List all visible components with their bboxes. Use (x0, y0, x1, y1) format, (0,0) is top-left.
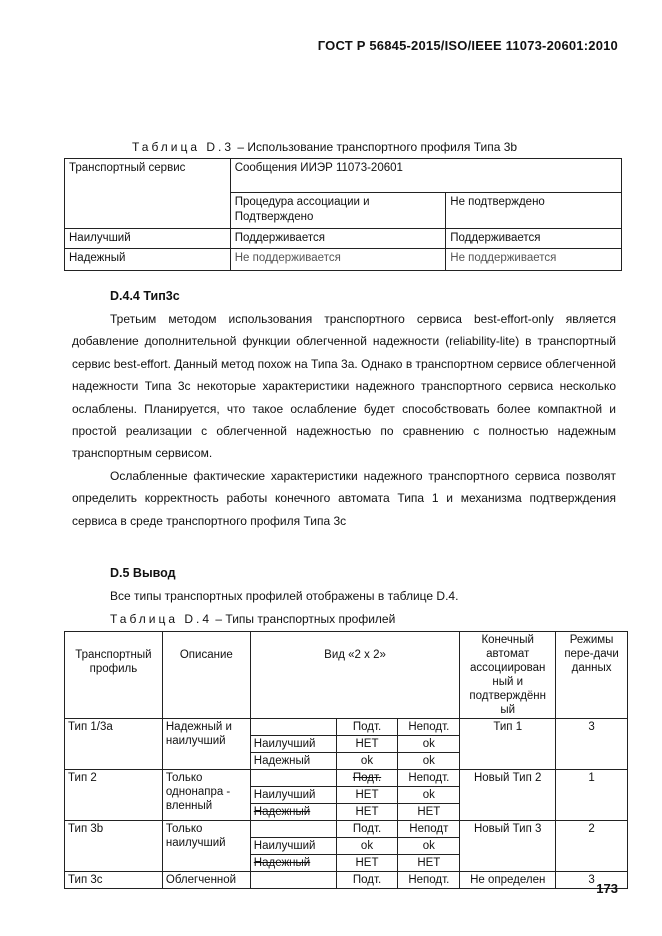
table-d4-cell: ok (336, 838, 398, 855)
table-d3-messages: Сообщения ИИЭР 11073-20601 (230, 159, 621, 193)
document-header: ГОСТ Р 56845-2015/ISO/IEEE 11073-20601:2010 (317, 38, 618, 53)
table-d4-fsm: Тип 1 (460, 719, 556, 770)
section-d44-paragraph-1: Третьим методом использования транспортного сервиса best-effort-only является добавление дополнительной функции облегченной надежности (reliability-lite) в транспортный сервис best-effort. Данный метод похож на Типа 3a. Однако в транспортном сервисе облегченной надежности Типа 3с некоторые характеристики надежного транспортного сервиса несколько ослаблены. Планируется, что такое ослабление будет способствовать более компактной и простой реализации с облегченной надежностью по сравнению с полностью надежным транспортным сервисом. (72, 312, 617, 461)
table-d4-fsm: Не определен (460, 872, 556, 889)
table-d4-empty-cell (250, 770, 336, 787)
table-d4-description: Облегченной (162, 872, 250, 889)
table-d4-header-fsm: Конечный автомат ассоциирован ный и подтверждённ ый (460, 632, 556, 719)
table-d4-confirmed-header: Подт. (336, 719, 398, 736)
table-d4-description: Надежный и наилучший (162, 719, 250, 770)
table-d4-cell: ok (336, 753, 398, 770)
table-d4-cell: НЕТ (336, 855, 398, 872)
table-d3-service-label: Транспортный сервис (65, 159, 231, 229)
table-d4-unconfirmed-header: Неподт. (398, 719, 460, 736)
table-d4-cell: ok (398, 838, 460, 855)
table-d4-row-label: Надежный (250, 804, 336, 821)
table-d4-cell: НЕТ (336, 804, 398, 821)
table-d4-caption (110, 612, 395, 626)
table-d4-fsm: Новый Тип 2 (460, 770, 556, 821)
table-d4-confirmed-header: Подт. (336, 770, 398, 787)
table-d4-row-label: Надежный (250, 855, 336, 872)
table-d4-cell: НЕТ (398, 855, 460, 872)
table-d4-fsm: Новый Тип 3 (460, 821, 556, 872)
table-d4-profile: Тип 3с (65, 872, 163, 889)
table-d4-empty-cell (250, 719, 336, 736)
table-d4-description: Только однонапра - вленный (162, 770, 250, 821)
table-d3-reliable-confirmed: Не поддерживается (230, 249, 446, 271)
table-d4-empty-cell (250, 872, 336, 889)
table-d3 (64, 158, 622, 271)
table-d4 (64, 631, 628, 889)
section-d44-body (72, 308, 616, 532)
section-d44-title: D.4.4 Тип3с (110, 289, 180, 303)
table-d4-cell: ok (398, 787, 460, 804)
table-d4-row-label: Надежный (250, 753, 336, 770)
table-d4-modes: 2 (556, 821, 628, 872)
table-d3-caption-text: – Использование транспортного профиля Типа 3b (234, 140, 518, 154)
table-d3-best-effort-confirmed: Поддерживается (230, 229, 446, 249)
table-d4-cell: ok (398, 736, 460, 753)
table-d3-reliable-unconfirmed: Не поддерживается (446, 249, 622, 271)
table-d4-header-view: Вид «2 x 2» (250, 632, 459, 719)
table-d4-cell: ok (398, 753, 460, 770)
table-d4-cell: НЕТ (398, 804, 460, 821)
table-d4-unconfirmed-header: Неподт (398, 821, 460, 838)
table-d4-header-description: Описание (162, 632, 250, 719)
table-d3-reliable: Надежный (65, 249, 231, 271)
table-d4-unconfirmed-header: Неподт. (398, 770, 460, 787)
table-d4-cell: НЕТ (336, 736, 398, 753)
table-d4-profile: Тип 1/3a (65, 719, 163, 770)
table-d4-modes: 1 (556, 770, 628, 821)
table-d4-empty-cell (250, 821, 336, 838)
table-d4-description: Только наилучший (162, 821, 250, 872)
section-d5-paragraph: Все типы транспортных профилей отображены в таблице D.4. (110, 589, 459, 603)
section-d44-paragraph-2: Ослабленные фактические характеристики надежного транспортного сервиса позволят определить корректность работы конечного автомата Типа 1 и механизма подтверждения сервиса в среде транспортного профиля Типа 3с (72, 468, 616, 528)
table-d3-caption-prefix: Таблица D.3 (132, 140, 235, 154)
table-d4-row-label: Наилучший (250, 787, 336, 804)
table-d3-association: Процедура ассоциации и Подтверждено (230, 193, 446, 229)
table-d4-caption-prefix: Таблица D.4 (110, 612, 213, 626)
table-d4-confirmed-header: Подт. (336, 821, 398, 838)
table-d4-caption-text: – Типы транспортных профилей (212, 612, 396, 626)
page-number: 173 (596, 881, 618, 896)
table-d4-modes: 3 (556, 872, 628, 889)
table-d3-caption (132, 140, 517, 154)
table-d4-unconfirmed-header: Неподт. (398, 872, 460, 889)
table-d4-modes: 3 (556, 719, 628, 770)
table-d3-best-effort-unconfirmed: Поддерживается (446, 229, 622, 249)
table-d4-row-label: Наилучший (250, 736, 336, 753)
section-d5-title: D.5 Вывод (110, 566, 176, 580)
table-d4-cell: НЕТ (336, 787, 398, 804)
table-d4-confirmed-header: Подт. (336, 872, 398, 889)
table-d4-profile: Тип 3b (65, 821, 163, 872)
table-d4-header-profile: Транспортный профиль (65, 632, 163, 719)
table-d4-profile: Тип 2 (65, 770, 163, 821)
table-d3-best-effort: Наилучший (65, 229, 231, 249)
table-d4-header-modes: Режимы пере-дачи данных (556, 632, 628, 719)
table-d3-not-confirmed: Не подтверждено (446, 193, 622, 229)
table-d4-row-label: Наилучший (250, 838, 336, 855)
